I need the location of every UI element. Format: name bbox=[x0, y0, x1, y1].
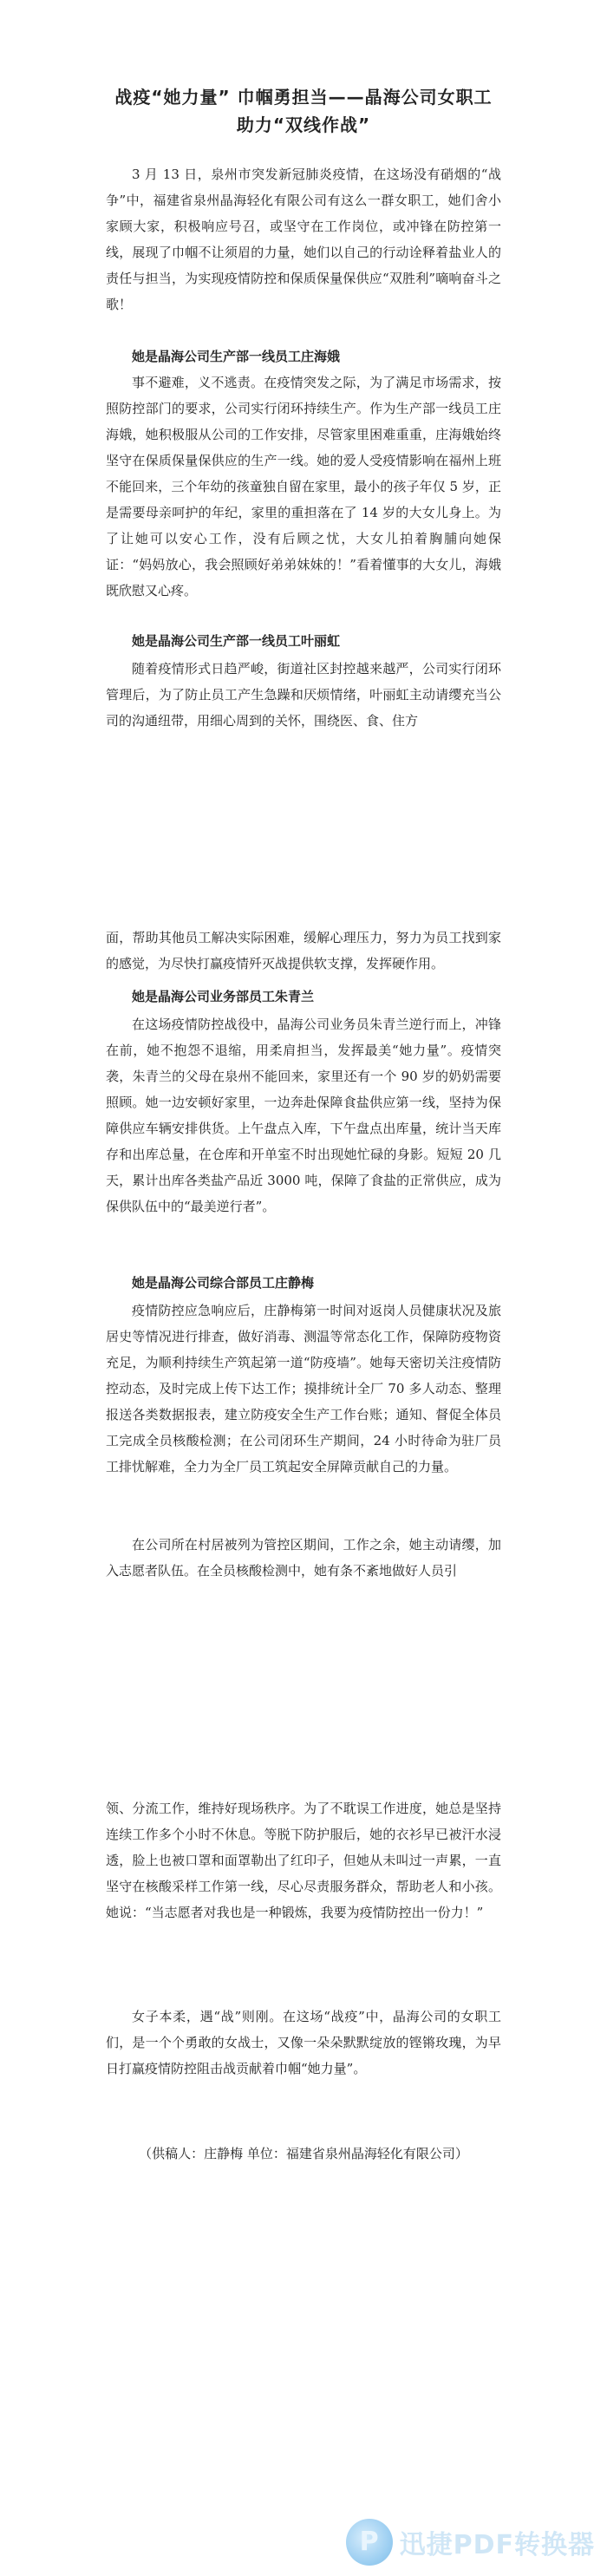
section-4-paragraph-2-continued: 领、分流工作，维持好现场秩序。为了不耽误工作进度，她总是坚持连续工作多个小时不休息。等脱下防护服后，她的衣衫早已被汗水浸透，脸上也被口罩和面罩勒出了红印子，但她从未叫过一声累，一直坚守在核酸采样工作第一线，尽心尽责服务群众，帮助老人和小孩。她说：“当志愿者对我也是一种锻炼，我要为疫情防控出一份力！” bbox=[106, 1801, 501, 1920]
section-4-paragraph-1: 疫情防控应急响应后，庄静梅第一时间对返岗人员健康状况及旅居史等情况进行排查，做好消毒、测温等常态化工作，保障防疫物资充足，为顺利持续生产筑起第一道“防疫墙”。她每天密切关注疫情防控动态，及时完成上传下达工作；摸排统计全厂 70 多人动态、整理报送各类数据报表，建立防疫安全生产工作台账；通知、督促全体员工完成全员核酸检测；在公司闭环生产期间，24 小时待命为驻厂员工排忧解难，全力为全厂员工筑起安全屏障贡献自己的力量。 bbox=[106, 1303, 501, 1474]
converter-watermark-text: 迅捷PDF转换器 bbox=[399, 2530, 595, 2560]
section-2-paragraph-1-continued: 面，帮助其他员工解决实际困难，缓解心理压力，努力为员工找到家的感觉，为尽快打赢疫情歼灭战提供软支撑，发挥硬作用。 bbox=[106, 930, 501, 971]
section-2-paragraph-1: 随着疫情形式日趋严峻，街道社区封控越来越严，公司实行闭环管理后，为了防止员工产生急躁和厌烦情绪，叶丽虹主动请缨充当公司的沟通纽带，用细心周到的关怀，围绕医、食、住方 bbox=[106, 661, 501, 729]
section-1-heading: 她是晶海公司生产部一线员工庄海娥 bbox=[132, 349, 341, 364]
intro-paragraph: 3 月 13 日，泉州市突发新冠肺炎疫情，在这场没有硝烟的“战争”中，福建省泉州晶海轻化有限公司有这么一群女职工，她们舍小家顾大家，积极响应号召，或坚守在工作岗位，或冲锋在防控第一线，展现了巾帼不让须眉的力量，她们以自己的行动诠释着盐业人的责任与担当，为实现疫情防控和保质保量保供应“双胜利”嘀响奋斗之歌！ bbox=[106, 167, 501, 312]
converter-watermark bbox=[346, 2519, 595, 2566]
converter-logo-icon bbox=[346, 2519, 393, 2566]
article-title-line-2: 助力“双线作战” bbox=[236, 114, 371, 135]
section-2-heading: 她是晶海公司生产部一线员工叶丽虹 bbox=[132, 633, 341, 649]
section-4-heading: 她是晶海公司综合部员工庄静梅 bbox=[132, 1275, 315, 1291]
section-4-paragraph-2: 在公司所在村居被列为管控区期间，工作之余，她主动请缨，加入志愿者队伍。在全员核酸检测中，她有条不紊地做好人员引 bbox=[106, 1537, 501, 1579]
converter-logo-glyph: P bbox=[359, 2527, 379, 2557]
section-1-paragraph-1: 事不避难，义不逃责。在疫情突发之际，为了满足市场需求，按照防控部门的要求，公司实行闭环持续生产。作为生产部一线员工庄海娥，她积极服从公司的工作安排，尽管家里困难重重，庄海娥始终坚守在保质保量保供应的生产一线。她的爱人受疫情影响在福州上班不能回来，三个年幼的孩童独自留在家里，最小的孩子年仅 5 岁，正是需要母亲呵护的年纪，家里的重担落在了 14 岁的大女儿身上。为了让她可以安心工作，没有后顾之忧，大女儿拍着胸脯向她保证：“妈妈放心，我会照顾好弟弟妹妹的！”看着懂事的大女儿，海娥既欣慰又心疼。 bbox=[106, 375, 501, 598]
section-3-heading: 她是晶海公司业务部员工朱青兰 bbox=[132, 989, 315, 1004]
closing-paragraph: 女子本柔，遇“战”则刚。在这场“战疫”中，晶海公司的女职工们，是一个个勇敢的女战士，又像一朵朵默默绽放的铿锵玫瑰，为早日打赢疫情防控阻击战贡献着巾帼“她力量”。 bbox=[106, 2009, 501, 2076]
contributor-credit: （供稿人：庄静梅 单位：福建省泉州晶海轻化有限公司） bbox=[139, 2146, 468, 2161]
section-3-paragraph-1: 在这场疫情防控战役中，晶海公司业务员朱青兰逆行而上，冲锋在前，她不抱怨不退缩，用柔肩担当，发挥最美“她力量”。疫情突袭，朱青兰的父母在泉州不能回来，家里还有一个 90 岁的奶奶需要照顾。她一边安顿好家里，一边奔赴保障食盐供应第一线，坚持为保障供应车辆安排供货。上午盘点入库，下午盘点出库量，统计当天库存和出库总量，在仓库和开单室不时出现她忙碌的身影。短短 20 几天，累计出库各类盐产品近 3000 吨，保障了食盐的正常供应，成为保供队伍中的“最美逆行者”。 bbox=[106, 1017, 501, 1214]
article-title-line-1: 战疫“她力量” 巾帼勇担当——晶海公司女职工 bbox=[114, 87, 493, 108]
